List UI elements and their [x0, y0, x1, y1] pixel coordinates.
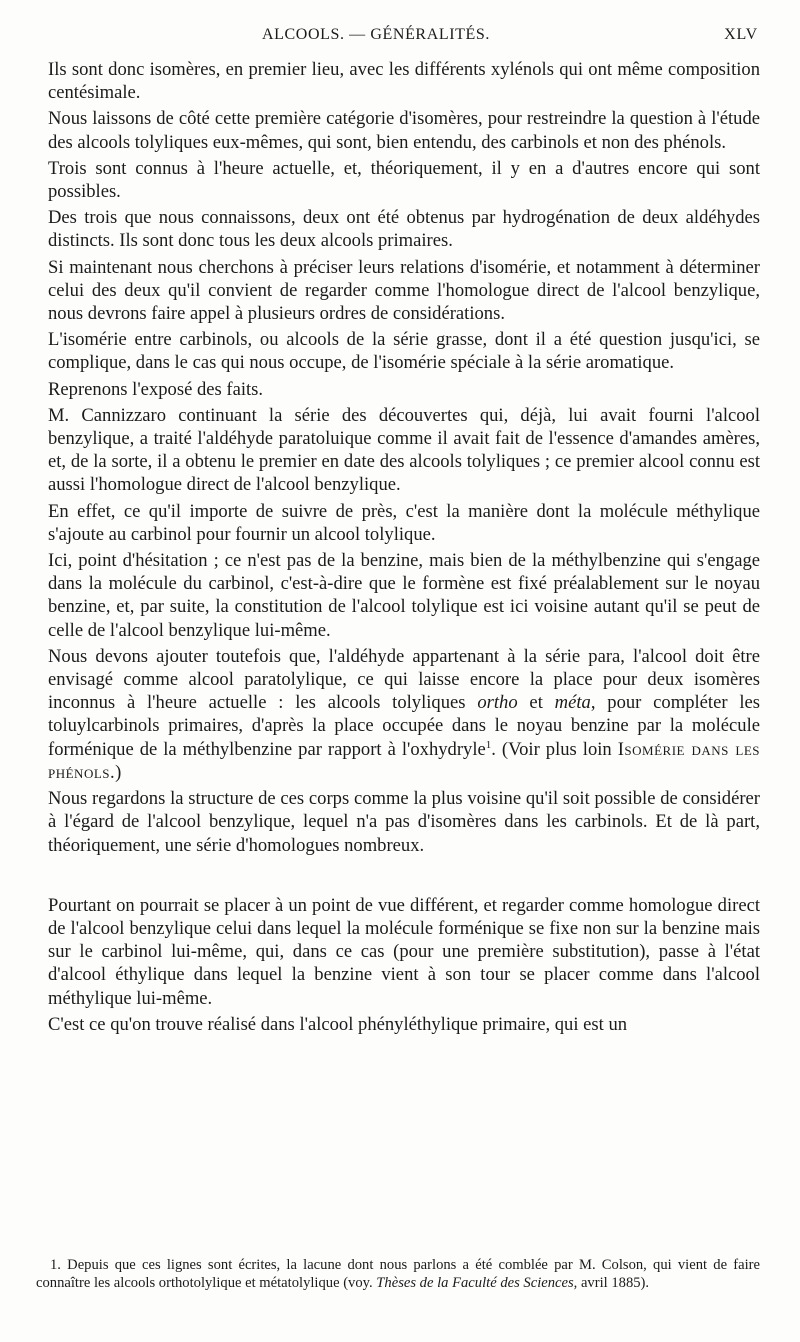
- page-number: XLV: [724, 26, 758, 43]
- body-text: [48, 58, 760, 1039]
- paragraph: Ils sont donc isomères, en premier lieu, avec les différents xylénols qui ont même composition centésimale.: [48, 59, 760, 104]
- text-run: ): [115, 761, 122, 783]
- paragraph: L'isomérie entre carbinols, ou alcools de la série grasse, dont il a été question jusqu'ici, se complique, dans le cas qui nous occupe, de l'isomérie spéciale à la série aromatique.: [48, 329, 760, 374]
- italic-title: Thèses de la Faculté des Sciences: [376, 1275, 574, 1291]
- text-run: 1. Depuis que ces lignes sont écrites, la lacune dont nous parlons a été comblée par M. Colson, qui vient de faire connaître les alcools orthotolylique et métatolylique (voy.: [36, 1257, 760, 1291]
- text-run: . (Voir plus loin: [491, 738, 618, 760]
- paragraph: Nous laissons de côté cette première catégorie d'isomères, pour restreindre la question à l'étude des alcools tolyliques eux-mêmes, qui sont, bien entendu, des carbinols et non des phénols.: [48, 108, 760, 153]
- page-header: [0, 26, 800, 48]
- paragraph: M. Cannizzaro continuant la série des découvertes qui, déjà, lui avait fourni l'alcool benzylique, a traité l'aldéhyde paratoluique comme il avait fait de l'essence d'amandes amères, et, de la sorte, il a obtenu le premier en date des alcools tolyliques ; ce premier alcool connu est aussi l'homologue direct de l'alcool benzylique.: [48, 404, 760, 496]
- paragraph-para-isomers: [48, 645, 760, 784]
- paragraph: Ici, point d'hésitation ; ce n'est pas de la benzine, mais bien de la méthylbenzine qui s'engage dans la molécule du carbinol, c'est-à-dire que le formène est fixé préalablement sur le noyau benzine, et, par suite, la constitution de l'alcool tolylique est ici voisine autant qu'il se peut de celle de l'alcool benzylique lui-même.: [48, 550, 760, 641]
- paragraph: Si maintenant nous cherchons à préciser leurs relations d'isomérie, et notamment à déterminer celui des deux qu'il convient de regarder comme l'homologue direct de l'alcool benzylique, nous devrons faire appel à plusieurs ordres de considérations.: [48, 256, 760, 325]
- paragraph: Trois sont connus à l'heure actuelle, et, théoriquement, il y en a d'autres encore qui sont possibles.: [48, 157, 760, 203]
- footnote-text: [36, 1256, 760, 1292]
- paragraph: En effet, ce qu'il importe de suivre de près, c'est la manière dont la molécule méthylique s'ajoute au carbinol pour fournir un alcool tolylique.: [48, 500, 760, 545]
- footnote-reference: 1: [485, 738, 492, 751]
- italic-ortho: ortho: [477, 692, 518, 714]
- text-run: Nous devons ajouter toutefois que, l'aldéhyde appartenant à la série para, l'alcool doit être envisagé comme alcool paratolylique, ce qui laisse encore la place pour deux isomères inconnus à l'heure actuelle : les alcools tolyliques: [48, 645, 760, 714]
- italic-meta: méta: [554, 692, 591, 714]
- running-title: ALCOOLS. — GÉNÉRALITÉS.: [262, 26, 491, 43]
- text-run: , pour compléter les toluylcarbinols primaires, d'après la place occupée dans le noyau benzine par la molécule forménique de la méthylbenzine par rapport à l'oxhydryle: [48, 692, 760, 760]
- footnote: [36, 1256, 760, 1292]
- section-gap: [48, 860, 760, 894]
- paragraph: Reprenons l'exposé des faits.: [48, 378, 264, 400]
- paragraph: Nous regardons la structure de ces corps comme la plus voisine qu'il soit possible de considérer à l'égard de l'alcool benzylique, lequel n'a pas d'isomères dans les carbinols. Et de là part, théoriquement, une série d'homologues nombreux.: [48, 788, 760, 856]
- paragraph: C'est ce qu'on trouve réalisé dans l'alcool phényléthylique primaire, qui est un: [48, 1013, 628, 1035]
- text-run: , avril 1885).: [573, 1275, 650, 1291]
- paragraph: Des trois que nous connaissons, deux ont été obtenus par hydrogénation de deux aldéhydes distincts. Ils sont donc tous les deux alcools primaires.: [48, 207, 760, 252]
- cross-reference: Isomérie dans les phénols.: [48, 738, 761, 783]
- text-run: et: [517, 692, 555, 714]
- paragraph: Pourtant on pourrait se placer à un point de vue différent, et regarder comme homologue direct de l'alcool benzylique celui dans lequel la molécule forménique se fixe non sur la benzine mais sur le carbinol lui-même, qui, dans ce cas (pour une première substitution), passe à l'état d'alcool éthylique dans lequel la benzine vient à son tour se placer comme dans l'alcool méthylique lui-même.: [48, 894, 760, 1009]
